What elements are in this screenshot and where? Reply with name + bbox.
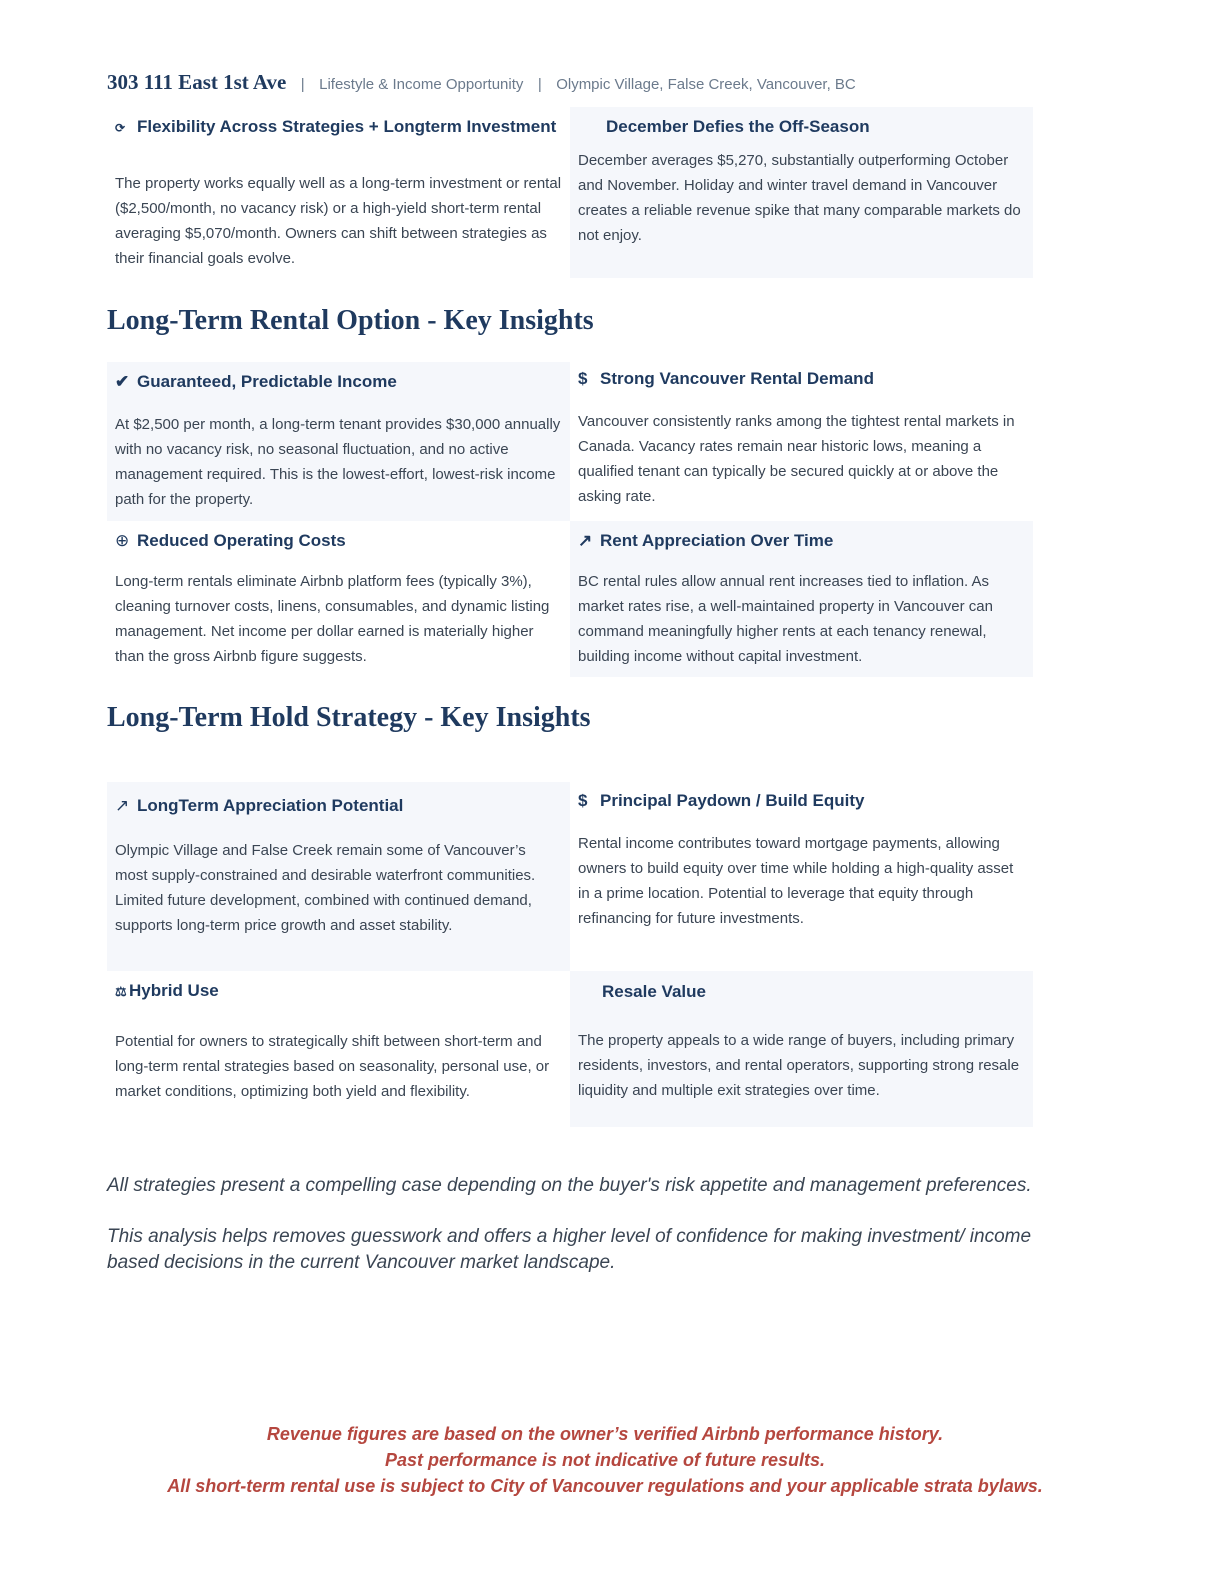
card-title: Flexibility Across Strategies + Longterm Investment — [137, 117, 557, 136]
disclaimer — [0, 1421, 1224, 1499]
card-body: BC rental rules allow annual rent increases tied to inflation. As market rates rise, a well-maintained property in Vancouver can command meaningfully higher rents at each tenancy renewal, building income without capital investment. — [578, 573, 993, 665]
card-body: Potential for owners to strategically shift between short-term and long-term rental strategies based on seasonality, personal use, or market conditions, optimizing both yield and flexibility. — [115, 1033, 550, 1100]
long-term-rental-cards — [107, 362, 1033, 677]
card-title: LongTerm Appreciation Potential — [137, 796, 404, 815]
card-title: December Defies the Off-Season — [606, 117, 870, 136]
top-cards — [107, 107, 1033, 278]
card-december — [570, 107, 1033, 278]
separator: | — [537, 76, 542, 93]
card-resale-value — [570, 971, 1033, 1127]
card-title: Strong Vancouver Rental Demand — [600, 369, 874, 388]
card-title: Resale Value — [602, 982, 706, 1001]
long-term-hold-cards — [107, 782, 1033, 1127]
card-body: The property works equally well as a long-term investment or rental ($2,500/month, no vacancy risk) or a high-yield short-term rental averaging $5,070/month. Owners can shift between strategies as their financial goals evolve. — [115, 175, 562, 267]
card-title: Guaranteed, Predictable Income — [137, 372, 397, 391]
card-guaranteed-income — [107, 362, 570, 521]
disclaimer-line: All short-term rental use is subject to City of Vancouver regulations and your applicable strata bylaws. — [167, 1476, 1043, 1496]
conclusion-text: All strategies present a compelling case depending on the buyer's risk appetite and management preferences. — [107, 1175, 1032, 1196]
card-body: The property appeals to a wide range of buyers, including primary residents, investors, and rental operators, supporting strong resale liquidity and multiple exit strategies over time. — [578, 1032, 1020, 1099]
checkmark-icon: ✔ — [115, 372, 130, 391]
card-hybrid-use — [107, 971, 570, 1127]
disclaimer-line: Revenue figures are based on the owner’s verified Airbnb performance history. — [266, 1424, 944, 1444]
dollar-icon: $ — [578, 791, 588, 810]
card-flexibility — [107, 107, 570, 278]
card-title: Hybrid Use — [129, 981, 219, 1000]
conclusion-text: This analysis helps removes guesswork and offers a higher level of confidence for making investment/ income based decisions in the current Vancouver market landscape. — [107, 1226, 1032, 1273]
card-body: Rental income contributes toward mortgage payments, allowing owners to build equity over time while holding a high-quality asset in a prime location. Potential to leverage that equity through refinancing for future investments. — [578, 835, 1014, 927]
card-title: Reduced Operating Costs — [137, 531, 346, 550]
arrow-up-right-icon: ↗ — [578, 531, 593, 550]
disclaimer-line: Past performance is not indicative of future results. — [384, 1450, 826, 1470]
card-rent-appreciation — [570, 521, 1033, 677]
card-title: Rent Appreciation Over Time — [600, 531, 834, 550]
card-body: Vancouver consistently ranks among the tightest rental markets in Canada. Vacancy rates remain near historic lows, meaning a qualified tenant can typically be secured quickly at or above the asking rate. — [578, 413, 1015, 505]
location: Olympic Village, False Creek, Vancouver, BC — [556, 76, 856, 93]
card-body: December averages $5,270, substantially outperforming October and November. Holiday and winter travel demand in Vancouver creates a reliable revenue spike that many comparable markets do not enjoy. — [578, 152, 1021, 244]
subtitle: Lifestyle & Income Opportunity — [319, 76, 524, 93]
property-address: 303 111 East 1st Ave — [107, 70, 287, 94]
document-header — [107, 70, 856, 95]
plus-circle-icon: ⊕ — [115, 531, 130, 550]
card-title: Principal Paydown / Build Equity — [600, 791, 865, 810]
card-body: Long-term rentals eliminate Airbnb platform fees (typically 3%), cleaning turnover costs, linens, consumables, and dynamic listing management. Net income per dollar earned is materially higher than the gross Airbnb figure suggests. — [115, 573, 550, 665]
card-appreciation-potential — [107, 782, 570, 971]
section-heading-long-term-hold: Long-Term Hold Strategy - Key Insights — [107, 702, 591, 733]
card-body: Olympic Village and False Creek remain some of Vancouver’s most supply-constrained and desirable waterfront communities. Limited future development, combined with continued demand, supports long-term price growth and asset stability. — [115, 842, 536, 934]
refresh-icon: ⟳ — [115, 121, 126, 135]
scales-icon: ⚖ — [115, 984, 127, 999]
arrow-up-right-icon: ↗ — [115, 796, 130, 815]
separator: | — [300, 76, 305, 93]
card-operating-costs — [107, 521, 570, 677]
card-principal-paydown — [570, 782, 1033, 971]
section-heading-long-term-rental: Long-Term Rental Option - Key Insights — [107, 305, 594, 336]
dollar-icon: $ — [578, 369, 588, 388]
card-body: At $2,500 per month, a long-term tenant provides $30,000 annually with no vacancy risk, no seasonal fluctuation, and no active management required. This is the lowest-effort, lowest-risk income path for the property. — [115, 416, 561, 508]
card-rental-demand — [570, 362, 1033, 521]
